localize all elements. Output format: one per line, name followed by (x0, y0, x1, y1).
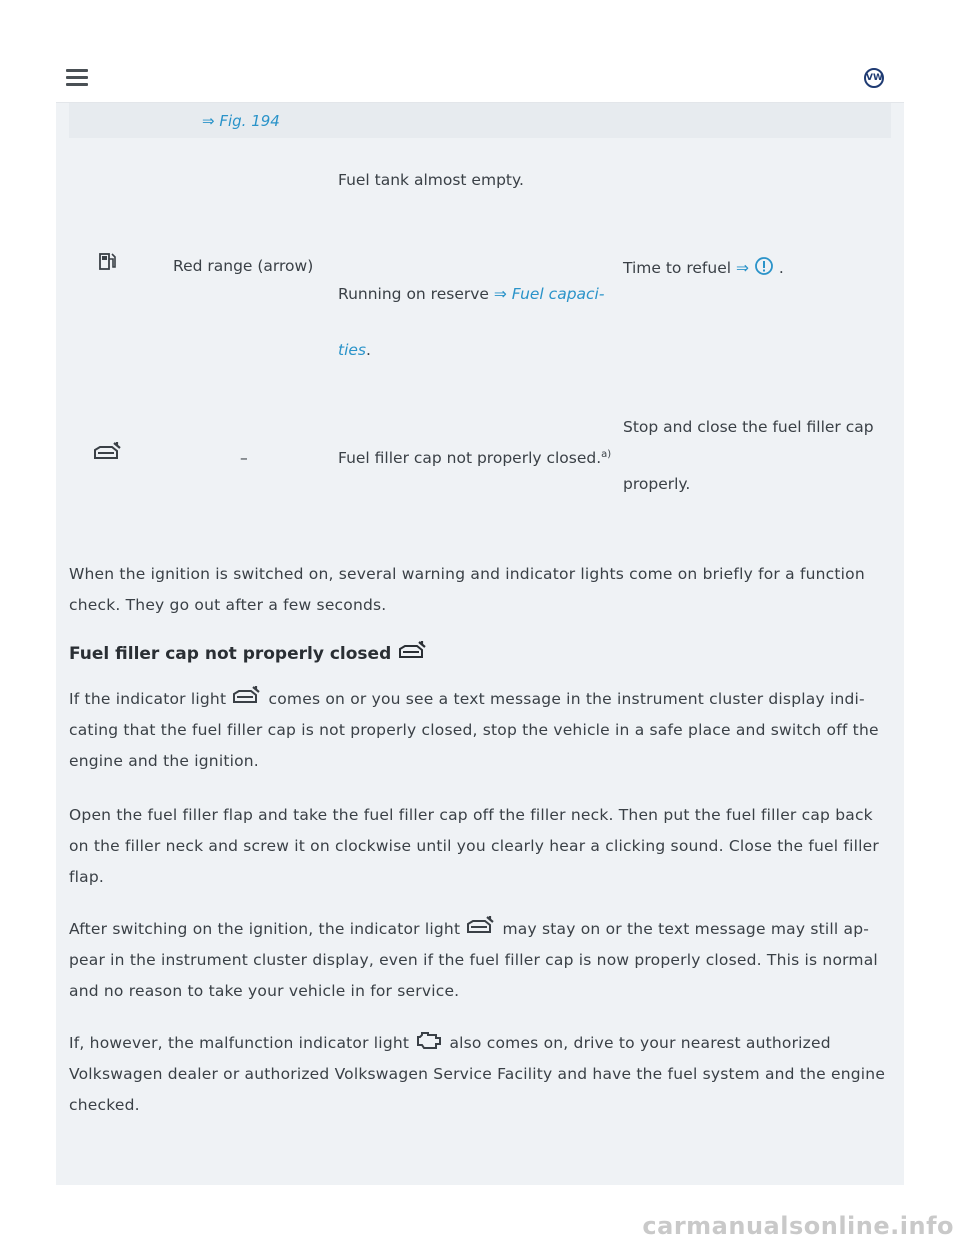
watermark: carmanualsonline.info (642, 1212, 954, 1240)
fuel-cap-icon (92, 441, 124, 463)
row1-response (623, 256, 784, 280)
menu-icon[interactable] (66, 69, 88, 87)
row1-response-end: . (778, 259, 784, 277)
fuel-cap-icon (465, 915, 497, 937)
paragraph-3 (69, 914, 889, 1007)
fuel-capacities-link-cont[interactable]: ties (338, 341, 366, 359)
row1-cause-2-text: Running on reserve (338, 285, 489, 303)
paragraph-2: Open the fuel filler flap and take the fuel filler cap off the filler neck. Then put the fuel filler cap back on the filler neck and screw it on clockwise until you clearly hear a clicking sound. Close the fuel filler flap. (69, 806, 879, 886)
row2-response-1: Stop and close the fuel filler cap (623, 418, 874, 436)
row2-cause (338, 448, 611, 470)
engine-icon (414, 1029, 444, 1051)
row2-footnote: a) (601, 449, 612, 460)
p3-end: may stay on or the text message may still ap- pear in the instrument cluster display, even if the fuel filler cap is now properly closed. This is normal and no reason to take your vehicle in for service. (69, 920, 878, 1000)
row1-cause-1: Fuel tank almost empty. (338, 171, 524, 189)
row1-cause-2-cont (338, 340, 371, 362)
row1-cause-2-end: . (366, 341, 371, 359)
section-heading-text: Fuel filler cap not properly closed (69, 644, 392, 664)
row1-cause-2 (338, 284, 604, 306)
p4-end: also comes on, drive to your nearest authorized Volkswagen dealer or authorized Volkswagen Service Facility and have the fuel system and the engine checked. (69, 1034, 886, 1114)
row1-position: Red range (arrow) (173, 257, 314, 275)
paragraph-1 (69, 684, 889, 777)
row1-response-text: Time to refuel (623, 259, 732, 277)
p3-start: After switching on the ignition, the indicator light (69, 920, 461, 938)
row2-position: – (240, 449, 248, 467)
intro-paragraph: When the ignition is switched on, several warning and indicator lights come on briefly for a function check. They go out after a few seconds. (69, 565, 865, 614)
fuel-capacities-link[interactable]: ⇒ Fuel capaci- (493, 285, 605, 303)
fuel-cap-icon (231, 685, 263, 707)
warning-circle-icon[interactable] (754, 256, 774, 276)
p4-start: If, however, the malfunction indicator light (69, 1034, 410, 1052)
fuel-pump-icon (98, 253, 118, 271)
section-heading (69, 640, 429, 664)
vw-logo-icon[interactable]: VW (864, 68, 884, 88)
p1-end: comes on or you see a text message in the instrument cluster display indi- cating that the fuel filler cap is not properly closed, stop the vehicle in a safe place and switch off the engine and the ignition. (69, 690, 879, 770)
row2-response-2: properly. (623, 475, 691, 493)
figure-link[interactable]: ⇒ Fig. 194 (202, 112, 280, 130)
row2-cause-text: Fuel filler cap not properly closed. (338, 449, 602, 468)
row1-response-link[interactable]: ⇒ (735, 259, 749, 277)
top-bar (56, 55, 904, 103)
fuel-cap-icon (397, 640, 429, 662)
p1-start: If the indicator light (69, 690, 227, 708)
paragraph-4 (69, 1028, 889, 1121)
